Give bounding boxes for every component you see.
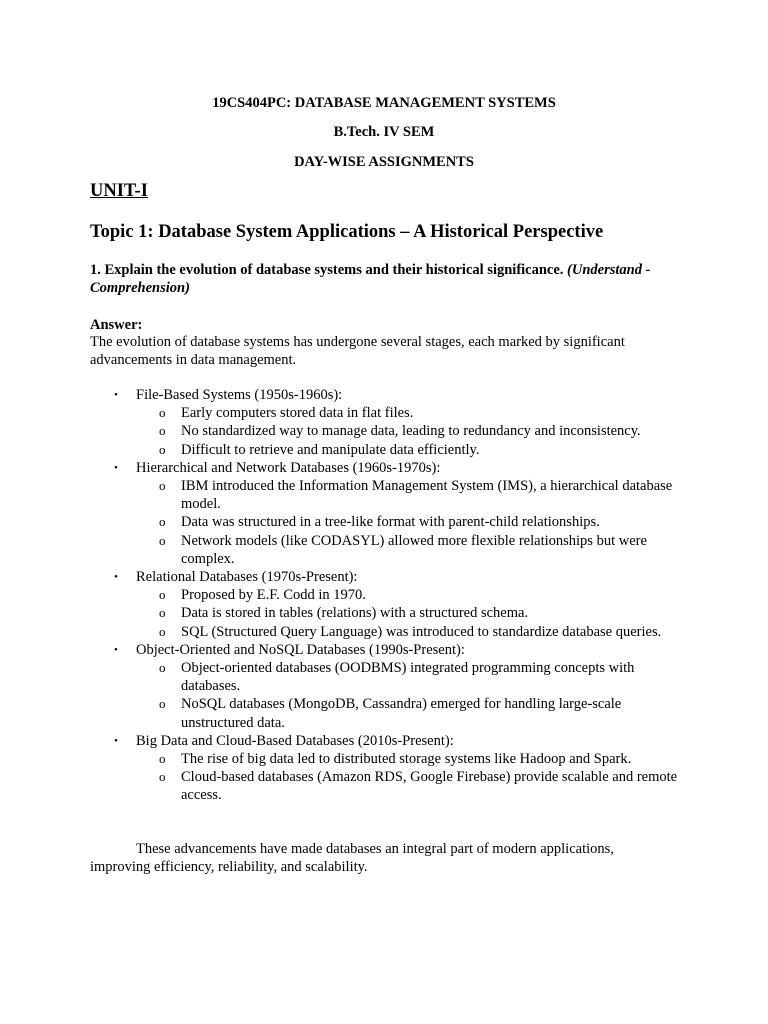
sub-bullet-icon: o: [159, 750, 166, 766]
sub-bullet-icon: o: [159, 477, 166, 493]
sub-list-item: [0, 604, 768, 622]
sub-list-item: [0, 659, 768, 695]
sub-bullet-icon: o: [159, 441, 166, 457]
sub-bullet-icon: o: [159, 514, 166, 530]
sub-item-text: SQL (Structured Query Language) was introduced to standardize database queries.: [181, 623, 662, 640]
list-item: [0, 459, 768, 568]
sub-item-text: The rise of big data led to distributed storage systems like Hadoop and Spark.: [181, 750, 632, 767]
question-text: 1. Explain the evolution of database systems and their historical significance.: [90, 262, 564, 278]
question-level: (Understand - Comprehension): [90, 262, 651, 296]
bullet-label: Big Data and Cloud-Based Databases (2010s-Present):: [136, 732, 454, 749]
bullet-icon: •: [114, 461, 118, 474]
sub-bullet-icon: o: [159, 423, 166, 439]
bullet-label: Relational Databases (1970s-Present):: [136, 569, 358, 585]
course-title: 19CS404PC: DATABASE MANAGEMENT SYSTEMS: [212, 95, 556, 111]
sub-list-item: [0, 768, 768, 804]
sub-bullet-icon: o: [159, 623, 166, 639]
sub-item-text: IBM introduced the Information Management System (IMS), a hierarchical database model.: [181, 477, 673, 513]
sub-item-text: Data was structured in a tree-like format with parent-child relationships.: [181, 514, 600, 531]
assignments-title: DAY-WISE ASSIGNMENTS: [294, 154, 474, 170]
sub-item-text: Cloud-based databases (Amazon RDS, Google Firebase) provide scalable and remote access.: [181, 769, 678, 804]
topic-heading: Topic 1: Database System Applications – A Historical Perspective: [90, 222, 604, 242]
sub-bullet-icon: o: [159, 696, 166, 712]
sub-item-text: Object-oriented databases (OODBMS) integrated programming concepts with databases.: [181, 659, 635, 695]
bullet-icon: •: [114, 389, 118, 401]
bullet-list: [0, 386, 768, 805]
sub-list-item: [0, 513, 768, 531]
list-item: [0, 386, 768, 459]
sub-item-text: Network models (like CODASYL) allowed more flexible relationships but were complex.: [181, 532, 647, 567]
sub-list-item: [0, 441, 768, 459]
sub-bullet-icon: o: [159, 769, 166, 785]
sub-list-item: [0, 422, 768, 440]
program-title: B.Tech. IV SEM: [333, 124, 435, 140]
sub-list-item: [0, 623, 768, 641]
list-item: [0, 732, 768, 805]
sub-item-text: Proposed by E.F. Codd in 1970.: [181, 587, 366, 604]
answer-intro: The evolution of database systems has undergone several stages, each marked by significant advancements in data management.: [90, 334, 625, 369]
sub-list-item: [0, 477, 768, 513]
sub-list-item: [0, 695, 768, 731]
sub-bullet-icon: o: [159, 532, 166, 548]
bullet-label: File-Based Systems (1950s-1960s):: [136, 387, 343, 403]
sub-item-text: Data is stored in tables (relations) with a structured schema.: [181, 605, 529, 622]
sub-bullet-icon: o: [159, 405, 166, 421]
bullet-icon: •: [114, 643, 118, 656]
unit-heading: UNIT-I: [90, 181, 148, 201]
sub-item-text: Early computers stored data in flat files.: [181, 405, 414, 422]
sub-item-text: Difficult to retrieve and manipulate data efficiently.: [181, 441, 480, 458]
sub-bullet-icon: o: [159, 659, 166, 675]
answer-label: Answer:: [90, 317, 143, 333]
question: [90, 261, 690, 297]
sub-list-item: [0, 586, 768, 604]
sub-list-item: [0, 750, 768, 768]
sub-item-text: NoSQL databases (MongoDB, Cassandra) emerged for handling large-scale unstructured data.: [181, 696, 622, 731]
bullet-icon: •: [114, 571, 118, 583]
sub-bullet-icon: o: [159, 605, 166, 621]
bullet-label: Hierarchical and Network Databases (1960s-1970s):: [136, 459, 441, 476]
list-item: [0, 641, 768, 732]
sub-bullet-icon: o: [159, 587, 166, 603]
sub-list-item: [0, 404, 768, 422]
answer-conclusion: These advancements have made databases an integral part of modern applications, improving efficiency, reliability, and scalability.: [90, 841, 614, 876]
bullet-icon: •: [114, 734, 118, 747]
list-item: [0, 568, 768, 641]
sub-list-item: [0, 532, 768, 568]
bullet-label: Object-Oriented and NoSQL Databases (1990s-Present):: [136, 641, 465, 658]
sub-item-text: No standardized way to manage data, leading to redundancy and inconsistency.: [181, 423, 641, 440]
